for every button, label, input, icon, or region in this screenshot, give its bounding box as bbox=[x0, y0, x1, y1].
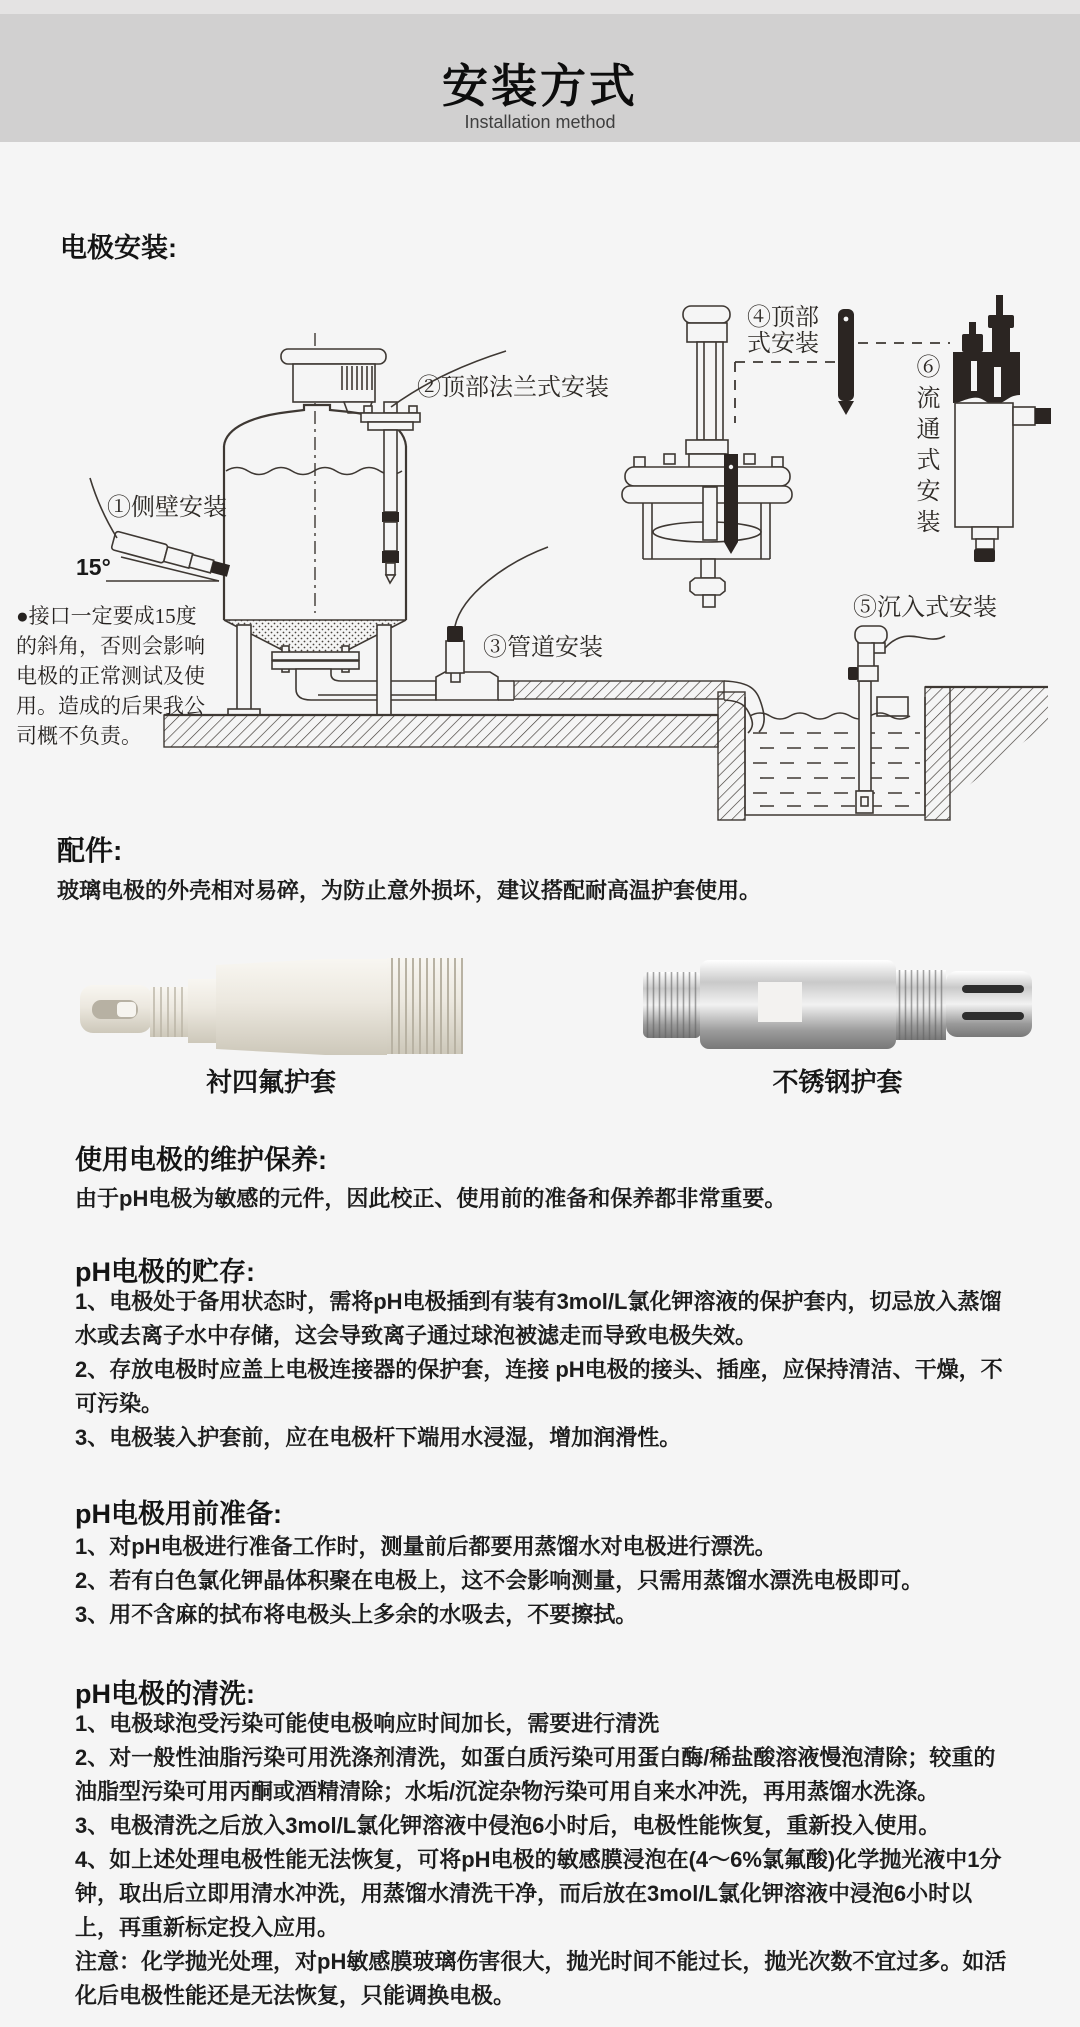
section-heading-cleaning: pH电极的清洗: bbox=[75, 1679, 255, 1709]
submersion-electrode-cable bbox=[885, 636, 945, 648]
reactor-electrode bbox=[724, 454, 738, 554]
flow-cell-bottom-fitting bbox=[972, 527, 998, 562]
steel-sheath-image bbox=[640, 958, 1035, 1053]
storage-item-3: 3、电极装入护套前，应在电极杆下端用水浸湿，增加润滑性。 bbox=[75, 1425, 682, 1450]
warning-line-3: 电极的正常测试及使 bbox=[16, 664, 205, 688]
tank-liquid-level bbox=[226, 468, 402, 475]
reactor-column bbox=[697, 342, 723, 440]
ptfe-sheath-image bbox=[75, 955, 467, 1057]
steel-sheath-label: 不锈钢护套 bbox=[772, 1067, 903, 1097]
section-heading-storage: pH电极的贮存: bbox=[75, 1257, 255, 1287]
reactor-lid-top bbox=[625, 467, 790, 486]
label-submersion-install: ⑤沉入式安装 bbox=[853, 595, 997, 621]
label-angle-15: 15° bbox=[76, 554, 111, 580]
tank-leg-left bbox=[237, 625, 251, 715]
reactor-motor bbox=[683, 306, 730, 342]
reactor-collar bbox=[686, 440, 728, 454]
submersion-electrode bbox=[848, 626, 887, 813]
top-mount-electrode bbox=[838, 309, 854, 415]
ground-right bbox=[950, 687, 1048, 800]
label-top-mount-line2: 式安装 bbox=[747, 331, 819, 357]
page-subtitle: Installation method bbox=[464, 112, 616, 132]
pit-basin bbox=[745, 697, 925, 815]
reactor-stirrer bbox=[703, 487, 717, 540]
top-strip bbox=[0, 0, 1080, 14]
tank-leg-right bbox=[377, 625, 391, 715]
cleaning-item-2: 2、对一般性油脂污染可用洗涤剂清洗，如蛋白质污染可用蛋白酶/稀盐酸溶液慢泡清除；较重的油脂型污染可用丙酮或酒精清除；水垢/沉淀杂物污染可用自来水冲洗，再用蒸馏水洗涤。 bbox=[75, 1745, 996, 1804]
pipe-tee bbox=[436, 672, 498, 700]
side-wall-electrode bbox=[111, 531, 231, 580]
ground-left bbox=[164, 715, 718, 747]
flow-cell-port bbox=[1013, 407, 1035, 425]
preparation-item-2: 2、若有白色氯化钾晶体积聚在电极上，这不会影响测量，只需用蒸馏水漂洗电极即可。 bbox=[75, 1568, 924, 1593]
storage-item-2: 2、存放电极时应盖上电极连接器的保护套，连接 pH电极的接头、插座，应保持清洁、干燥，不可污染。 bbox=[75, 1357, 1003, 1416]
label-top-mount-line1: ④顶部 bbox=[747, 305, 819, 331]
preparation-items bbox=[75, 1530, 1015, 1632]
warning-line-1: ●接口一定要成15度 bbox=[16, 604, 197, 628]
label-flow-through-install: ⑥流通式安装 bbox=[912, 354, 938, 540]
pit-wall-left bbox=[718, 692, 745, 820]
accessories-intro: 玻璃电极的外壳相对易碎，为防止意外损坏，建议搭配耐高温护套使用。 bbox=[57, 878, 762, 903]
page-title: 安装方式 bbox=[442, 60, 638, 112]
storage-items bbox=[75, 1285, 1015, 1455]
flow-cell-head bbox=[953, 352, 1020, 404]
pit-wall-right bbox=[925, 687, 950, 820]
pipe-hatched-run bbox=[514, 681, 724, 699]
section-heading-electrode-install: 电极安装: bbox=[60, 233, 177, 263]
storage-item-1: 1、电极处于备用状态时，需将pH电极插到有装有3mol/L氯化钾溶液的保护套内，切忌放入蒸馏水或去离子水中存储，这会导致离子通过球泡被滤走而导致电极失效。 bbox=[75, 1289, 1002, 1348]
reactor-drain bbox=[690, 559, 725, 607]
preparation-item-3: 3、用不含麻的拭布将电极头上多余的水吸去，不要擦拭。 bbox=[75, 1602, 638, 1627]
tank-motor bbox=[281, 349, 386, 413]
ptfe-sheath-label: 衬四氟护套 bbox=[205, 1067, 336, 1097]
pipeline-electrode-cable bbox=[455, 547, 548, 626]
section-heading-maintenance: 使用电极的维护保养: bbox=[75, 1145, 327, 1175]
pit-water-dashes bbox=[753, 733, 920, 806]
cleaning-items bbox=[75, 1707, 1015, 2013]
warning-line-2: 的斜角，否则会影响 bbox=[16, 634, 205, 658]
preparation-item-1: 1、对pH电极进行准备工作时，测量前后都要用蒸馏水对电极进行漂洗。 bbox=[75, 1534, 777, 1559]
section-heading-accessories: 配件: bbox=[57, 835, 123, 866]
flow-cell-body bbox=[955, 403, 1013, 527]
section-heading-preparation: pH电极用前准备: bbox=[75, 1499, 282, 1529]
label-side-wall-install: ①侧壁安装 bbox=[107, 495, 227, 521]
top-flange-electrode bbox=[361, 402, 420, 583]
cleaning-note: 注意：化学抛光处理，对pH敏感膜玻璃伤害很大，抛光时间不能过长，抛光次数不宜过多。如活化后电极性能还是无法恢复，只能调换电极。 bbox=[75, 1949, 1007, 2008]
cleaning-item-1: 1、电极球泡受污染可能使电极响应时间加长，需要进行清洗 bbox=[75, 1711, 660, 1736]
flow-cell-diagram bbox=[953, 295, 1051, 562]
cleaning-item-4: 4、如上述处理电极性能无法恢复，可将pH电极的敏感膜浸泡在(4～6%氯氟酸)化学抛光液中1分钟，取出后立即用清水冲洗，用蒸馏水清洗干净，而后放在3mol/L氯化钾溶液中浸泡6小时以上，再重新标定投入应用。 bbox=[75, 1847, 1002, 1940]
maintenance-intro: 由于pH电极为敏感的元件，因此校正、使用前的准备和保养都非常重要。 bbox=[75, 1186, 787, 1211]
warning-line-4: 用。造成的后果我公 bbox=[16, 694, 205, 718]
label-pipeline-install: ③管道安装 bbox=[483, 635, 603, 661]
warning-line-5: 司概不负责。 bbox=[16, 724, 142, 748]
label-top-flange-install: ②顶部法兰式安装 bbox=[417, 375, 609, 401]
cleaning-item-3: 3、电极清洗之后放入3mol/L氯化钾溶液中侵泡6小时后，电极性能恢复，重新投入使用。 bbox=[75, 1813, 941, 1838]
pipeline-electrode bbox=[446, 626, 464, 682]
